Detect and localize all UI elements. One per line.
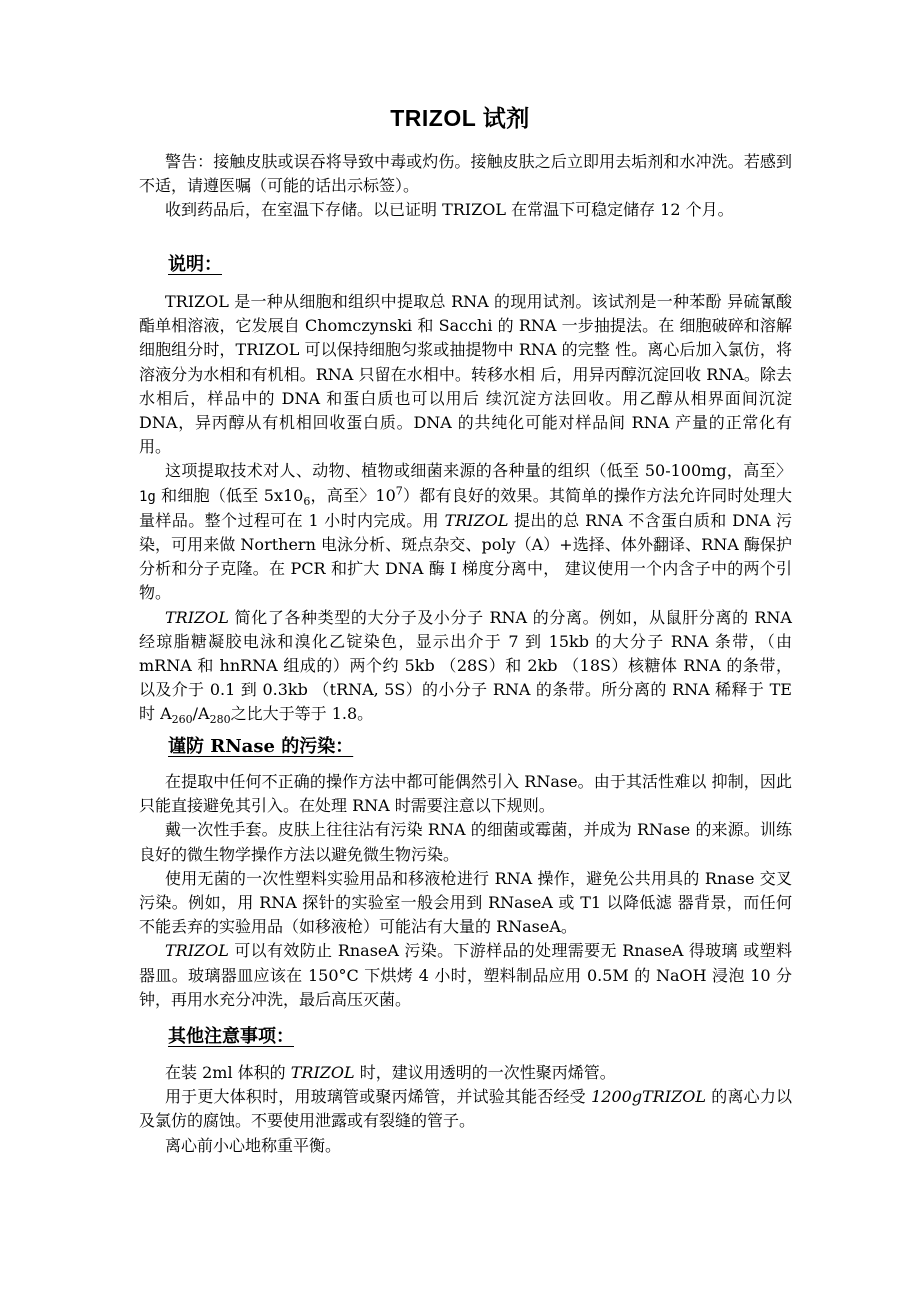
section-heading-notes: 其他注意事项：: [168, 1026, 294, 1047]
trizol-italic: TRIZOL: [444, 510, 509, 530]
rnase-paragraph-3: 使用无菌的一次性塑料实验用品和移液枪进行 RNA 操作，避免公共用具的 Rnase 交叉污染。例如，用 RNA 探针的实验室一般会用到 RNaseA 或 T1 以降低滤 器背景，而任何不能丢弃的实验用品（如移液枪）可能沾有大量的 RNaseA。: [139, 868, 792, 937]
subscript: 6: [303, 494, 311, 508]
text-run: 可以有效防止 RnaseA 污染。下游样品的处理需要无 RnaseA 得玻璃 或塑料器皿。玻璃器皿应该在 150°C 下烘烤 4 小时，塑料制品应用 0.5M 的 NaOH 浸泡 10 分钟，再用水充分冲洗，最后高压灭菌。: [139, 941, 792, 1009]
trizol-italic: TRIZOL: [165, 607, 229, 627]
notes-paragraph-1: [139, 1061, 792, 1085]
text-run: 简化了各种类型的大分子及小分子 RNA 的分离。例如，从鼠肝分离的 RNA 经琼脂糖凝胶电泳和溴化乙锭染色，显示出介于 7 到 15kb 的大分子 RNA 条带，（由 mRNA 和 hnRNA 组成的）两个约 5kb （28S）和 2kb （18S）核糖体 RNA 的条带，以及介于 0.1 到 0.3kb （tRNA, 5S）的小分子 RNA 的条带。所分离的 RNA 稀释于 TE 时 A: [139, 607, 792, 724]
description-paragraph-3: [139, 606, 792, 727]
text-run: 这项提取技术对人、动物、植物或细菌来源的各种量的组织（低至 50-100mg，高至〉: [165, 461, 792, 481]
text-run: 在装 2ml 体积的: [165, 1063, 291, 1082]
rnase-paragraph-4: [139, 939, 792, 1012]
trizol-italic: TRIZOL: [165, 941, 229, 961]
rnase-paragraph-1: 在提取中任何不正确的操作方法中都可能偶然引入 RNase。由于其活性难以 抑制，因此只能直接避免其引入。在处理 RNA 时需要注意以下规则。: [139, 772, 792, 816]
description-block: [139, 290, 792, 727]
text-run: 的离心力以及氯仿的腐蚀。不要使用泄露或有裂缝的管子。: [139, 1087, 793, 1131]
section-heading-rnase: 谨防 RNase 的污染：: [168, 736, 354, 757]
rnase-block: [139, 770, 792, 1012]
warning-paragraph: 警告：接触皮肤或误吞将导致中毒或灼伤。接触皮肤之后立即用去垢剂和水冲洗。若感到不适，请遵医嘱（可能的话出示标签）。: [139, 152, 792, 196]
text-run: 用于更大体积时，用玻璃管或聚丙烯管，并试验其能否经受: [165, 1087, 592, 1107]
document-title: TRIZOL 试剂: [390, 105, 530, 131]
superscript: 7: [395, 484, 403, 498]
description-paragraph-2: [139, 459, 792, 605]
subscript: 280: [209, 713, 231, 727]
text-run: ，高至〉10: [310, 485, 396, 505]
text-run: 1g: [139, 488, 156, 505]
subscript: 260: [171, 713, 193, 727]
notes-paragraph-2: [139, 1085, 792, 1133]
text-run: 之比大于等于 1.8。: [230, 704, 374, 724]
rnase-paragraph-2: 戴一次性手套。皮肤上往往沾有污染 RNA 的细菌或霉菌，并成为 RNase 的来源。训练良好的微生物学操作方法以避免微生物污染。: [139, 820, 792, 864]
text-run: ）都有良好的效果。其简单的操作方法允许同时处理大量样品。整个过程可在 1 小时内完成。用: [139, 485, 792, 530]
text-run: /A: [192, 704, 210, 724]
text-run: 和细胞（低至 5x10: [161, 485, 304, 505]
trizol-italic: TRIZOL: [290, 1063, 355, 1082]
storage-paragraph: 收到药品后，在室温下存储。以已证明 TRIZOL 在常温下可稳定储存 12 个月。: [165, 200, 734, 220]
notes-paragraph-3: 离心前小心地称重平衡。: [165, 1135, 342, 1155]
warning-block: [139, 150, 792, 223]
section-heading-description: 说明：: [168, 254, 222, 275]
description-paragraph-1: TRIZOL 是一种从细胞和组织中提取总 RNA 的现用试剂。该试剂是一种苯酚 异硫氰酸酯单相溶液，它发展自 Chomczynski 和 Sacchi 的 RNA 一步抽提法。在 细胞破碎和溶解细胞组分时，TRIZOL 可以保持细胞匀浆或抽提物中 RNA 的完整 性。离心后加入氯仿，将溶液分为水相和有机相。RNA 只留在水相中。转移水相 后，用异丙醇沉淀回收 RNA。除去水相后，样品中的 DNA 和蛋白质也可以用后 续沉淀方法回收。用乙醇从相界面间沉淀 DNA，异丙醇从有机相回收蛋白质。DNA 的共纯化可能对样品间 RNA 产量的正常化有用。: [139, 292, 792, 457]
notes-block: [139, 1061, 792, 1158]
text-run: 时，建议用透明的一次性聚丙烯管。: [354, 1063, 616, 1082]
trizol-italic: 1200gTRIZOL: [591, 1087, 706, 1107]
text-run: 提出的总 RNA 不含蛋白质和 DNA 污染，可用来做 Northern 电泳分析、斑点杂交、poly（A）+选择、体外翻译、RNA 酶保护分析和分子克隆。在 PCR 和扩大 DNA 酶 I 梯度分离中， 建议使用一个内含子中的两个引物。: [139, 510, 792, 603]
